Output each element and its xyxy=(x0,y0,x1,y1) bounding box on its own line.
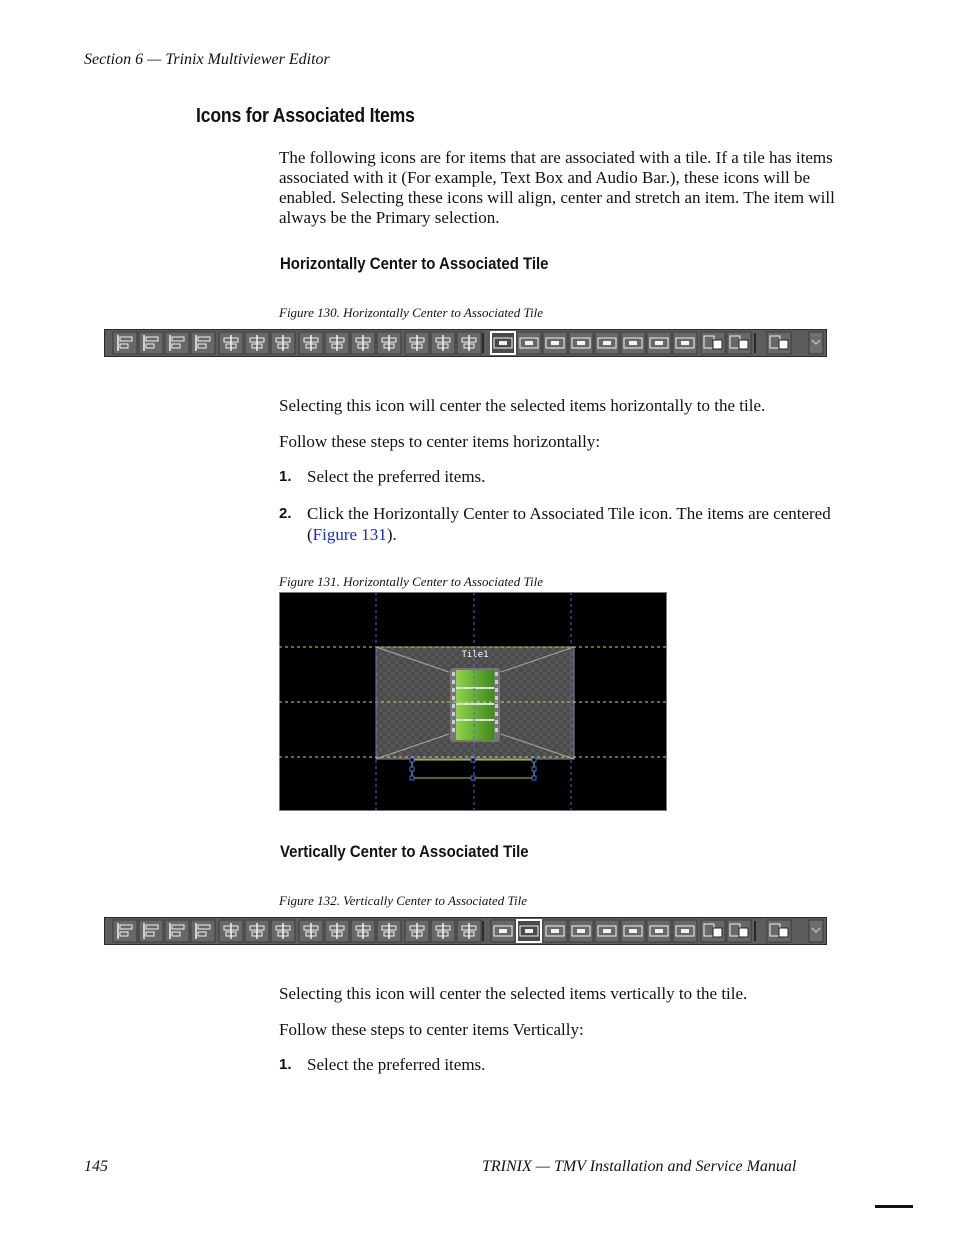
assoc-stretch-6-icon[interactable] xyxy=(673,332,697,354)
step-text: Select the preferred items. xyxy=(307,1055,486,1074)
space-v-icon[interactable] xyxy=(377,920,401,942)
assoc-stretch-5-icon[interactable] xyxy=(647,920,671,942)
distribute-h-icon[interactable] xyxy=(299,920,323,942)
match-height-icon[interactable] xyxy=(431,332,455,354)
more-icon[interactable] xyxy=(809,920,823,942)
center-v-icon[interactable] xyxy=(245,920,269,942)
assoc-center-h-icon[interactable] xyxy=(491,920,515,942)
tile-label-icon[interactable] xyxy=(727,920,751,942)
center-h-icon[interactable] xyxy=(219,920,243,942)
assoc-center-v-icon[interactable] xyxy=(517,332,541,354)
match-width-icon[interactable] xyxy=(405,332,429,354)
vertical-follow: Follow these steps to center items Vertically: xyxy=(279,1020,584,1039)
tile-label-icon[interactable] xyxy=(727,332,751,354)
align-top-icon[interactable] xyxy=(139,920,163,942)
figure-132-caption: Figure 132. Vertically Center to Associated Tile xyxy=(279,893,528,908)
assoc-stretch-4-icon[interactable] xyxy=(621,920,645,942)
distribute-v-icon[interactable] xyxy=(325,920,349,942)
vertical-description: Selecting this icon will center the selected items vertically to the tile. xyxy=(279,984,748,1003)
assoc-stretch-4-icon[interactable] xyxy=(621,332,645,354)
match-height-icon[interactable] xyxy=(431,920,455,942)
toolbar-figure-132 xyxy=(104,917,827,945)
step-2-horizontal xyxy=(279,503,839,545)
toolbar-figure-130 xyxy=(104,329,827,357)
step-number: 2. xyxy=(279,505,292,522)
step-number: 1. xyxy=(279,468,292,485)
center-both-icon[interactable] xyxy=(271,920,295,942)
footer-rule xyxy=(875,1205,913,1208)
section-heading: Icons for Associated Items xyxy=(196,105,415,127)
center-v-icon[interactable] xyxy=(245,332,269,354)
figure-131-canvas xyxy=(279,592,667,811)
step-1-vertical xyxy=(279,1054,839,1075)
audio-bar-icon[interactable] xyxy=(767,332,791,354)
tile-label: Tile1 xyxy=(461,650,489,660)
align-bottom-icon[interactable] xyxy=(191,332,215,354)
assoc-stretch-2-icon[interactable] xyxy=(569,332,593,354)
step-number: 1. xyxy=(279,1056,292,1073)
more-icon[interactable] xyxy=(809,332,823,354)
figure-131-caption: Figure 131. Horizontally Center to Associated Tile xyxy=(279,574,543,589)
distribute-h-icon[interactable] xyxy=(299,332,323,354)
assoc-stretch-1-icon[interactable] xyxy=(543,920,567,942)
assoc-center-h-icon[interactable] xyxy=(491,332,515,354)
assoc-stretch-3-icon[interactable] xyxy=(595,920,619,942)
space-v-icon[interactable] xyxy=(377,332,401,354)
step-1-horizontal xyxy=(279,466,839,487)
assoc-stretch-1-icon[interactable] xyxy=(543,332,567,354)
distribute-v-icon[interactable] xyxy=(325,332,349,354)
match-size-icon[interactable] xyxy=(457,332,481,354)
film-icon xyxy=(450,668,500,742)
subheading-horizontal: Horizontally Center to Associated Tile xyxy=(280,254,549,273)
space-h-icon[interactable] xyxy=(351,332,375,354)
assoc-center-v-icon[interactable] xyxy=(517,920,541,942)
align-top-icon[interactable] xyxy=(139,332,163,354)
assoc-stretch-3-icon[interactable] xyxy=(595,332,619,354)
figure-131-link[interactable]: Figure 131 xyxy=(312,525,387,544)
align-left-icon[interactable] xyxy=(113,920,137,942)
figure-130-caption: Figure 130. Horizontally Center to Associated Tile xyxy=(279,305,543,320)
center-both-icon[interactable] xyxy=(271,332,295,354)
align-bottom-icon[interactable] xyxy=(191,920,215,942)
manual-title: TRINIX — TMV Installation and Service Manual xyxy=(482,1158,797,1175)
step-text: Select the preferred items. xyxy=(307,467,486,486)
assoc-stretch-2-icon[interactable] xyxy=(569,920,593,942)
text-box-icon[interactable] xyxy=(701,920,725,942)
page-number: 145 xyxy=(84,1158,108,1175)
match-size-icon[interactable] xyxy=(457,920,481,942)
subheading-vertical: Vertically Center to Associated Tile xyxy=(280,842,529,861)
running-header: Section 6 — Trinix Multiviewer Editor xyxy=(84,51,330,68)
match-width-icon[interactable] xyxy=(405,920,429,942)
center-h-icon[interactable] xyxy=(219,332,243,354)
align-right-icon[interactable] xyxy=(165,332,189,354)
align-right-icon[interactable] xyxy=(165,920,189,942)
text-box-icon[interactable] xyxy=(701,332,725,354)
assoc-stretch-6-icon[interactable] xyxy=(673,920,697,942)
intro-paragraph: The following icons are for items that are associated with a tile. If a tile has items associated with it (For example, Text Box and Audio Bar.), these icons will be enabled. Selecting these icons will align, center and stretch an item. The item will always be the Primary selection. xyxy=(279,148,835,227)
space-h-icon[interactable] xyxy=(351,920,375,942)
assoc-stretch-5-icon[interactable] xyxy=(647,332,671,354)
audio-bar-icon[interactable] xyxy=(767,920,791,942)
horizontal-description: Selecting this icon will center the selected items horizontally to the tile. xyxy=(279,396,766,415)
align-left-icon[interactable] xyxy=(113,332,137,354)
step-text: Click the Horizontally Center to Associated Tile icon. The items are centered (Figure 131). xyxy=(307,504,831,544)
horizontal-follow: Follow these steps to center items horizontally: xyxy=(279,432,601,451)
